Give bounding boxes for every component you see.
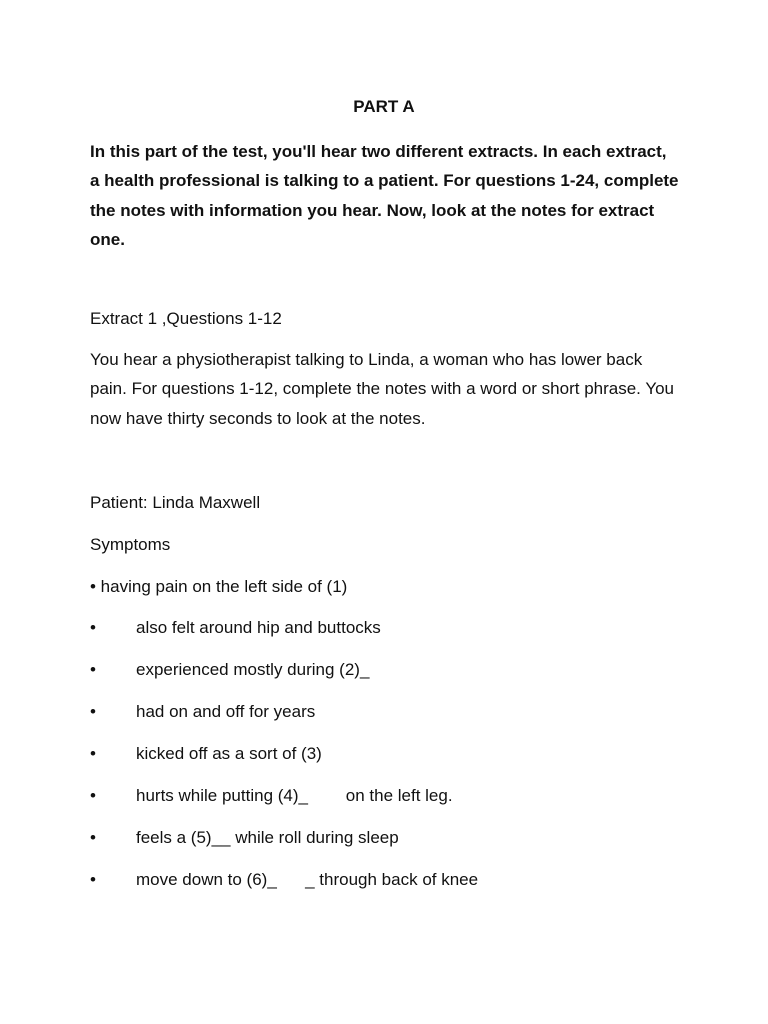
extract-label: Extract 1 ,Questions 1-12: [90, 309, 282, 328]
bullet-icon: •: [90, 660, 96, 679]
symptoms-heading: Symptoms: [90, 535, 171, 554]
list-item: [90, 659, 690, 681]
bullet-icon: •: [90, 870, 96, 889]
part-heading: PART A: [353, 97, 415, 116]
note-text: kicked off as a sort of (3): [136, 744, 322, 763]
note-text: experienced mostly during (2)_: [136, 660, 370, 679]
intro-paragraph: In this part of the test, you'll hear two different extracts. In each extract, a health professional is talking to a patient. For questions 1-24, complete the notes with information you hear. Now, look at the notes for extract one.: [90, 142, 679, 249]
bullet-icon: •: [90, 702, 96, 721]
bullet-icon: •: [90, 828, 96, 847]
list-item: [90, 869, 690, 891]
note-text: had on and off for years: [136, 702, 316, 721]
list-item: [90, 743, 690, 765]
bullet-icon: •: [90, 744, 96, 763]
list-item: [90, 617, 690, 639]
note-text: move down to (6)_ _ through back of knee: [136, 870, 479, 889]
list-item: [90, 785, 690, 807]
list-item: [90, 827, 690, 849]
note-text: also felt around hip and buttocks: [136, 618, 381, 637]
note-text: feels a (5)__ while roll during sleep: [136, 828, 399, 847]
patient-name: Patient: Linda Maxwell: [90, 493, 261, 512]
first-note: • having pain on the left side of (1): [90, 577, 348, 596]
list-item: [90, 701, 690, 723]
bullet-icon: •: [90, 618, 96, 637]
note-text: hurts while putting (4)_ on the left leg.: [136, 786, 453, 805]
extract-description: You hear a physiotherapist talking to Linda, a woman who has lower back pain. For questions 1-12, complete the notes with a word or short phrase. You now have thirty seconds to look at the notes.: [90, 350, 675, 428]
bullet-icon: •: [90, 786, 96, 805]
